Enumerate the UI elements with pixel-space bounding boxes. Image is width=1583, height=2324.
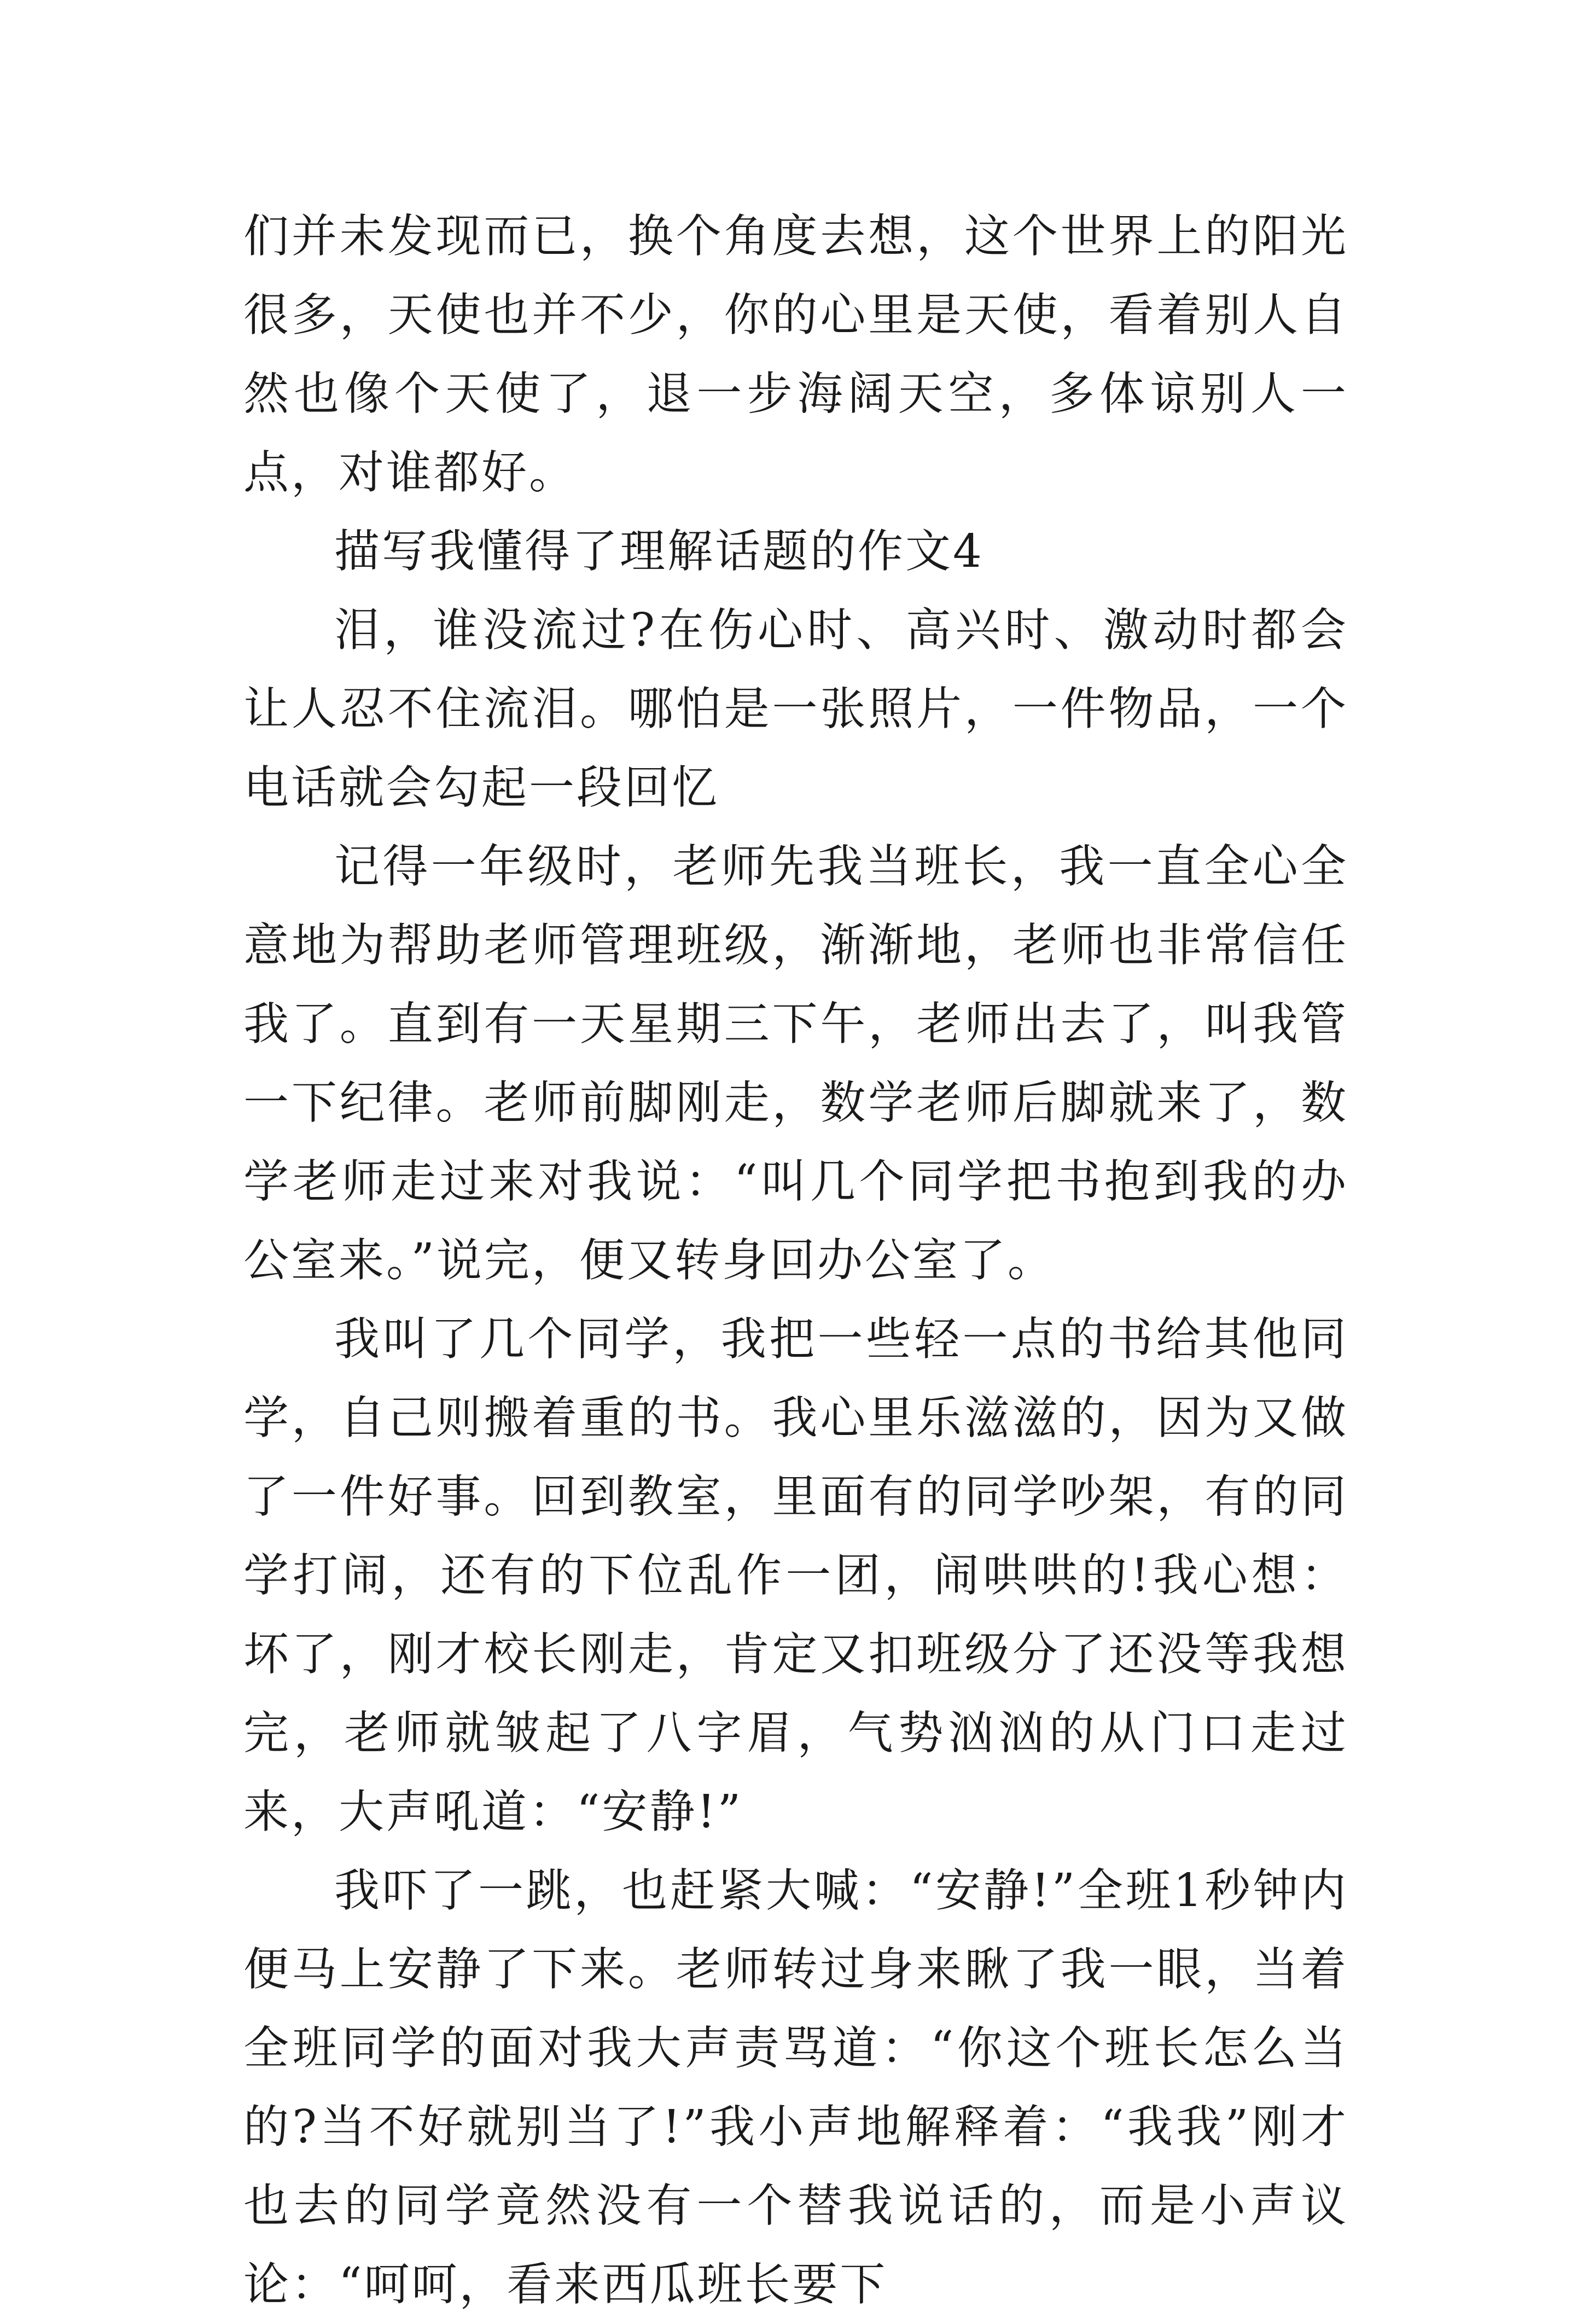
paragraph: 记得一年级时，老师先我当班长，我一直全心全意地为帮助老师管理班级，渐渐地，老师也非常信任我了。直到有一天星期三下午，老师出去了，叫我管一下纪律。老师前脚刚走，数学老师后脚就来了，数学老师走过来对我说：“叫几个同学把书抱到我的办公室来。”说完，便又转身回办公室了。 bbox=[243, 840, 1348, 1287]
paragraph: 我叫了几个同学，我把一些轻一点的书给其他同学，自己则搬着重的书。我心里乐滋滋的，因为又做了一件好事。回到教室，里面有的同学吵架，有的同学打闹，还有的下位乱作一团，闹哄哄的!我心想：坏了，刚才校长刚走，肯定又扣班级分了还没等我想完，老师就皱起了八字眉，气势汹汹的从门口走过来，大声吼道：“安静!” bbox=[243, 1312, 1348, 1838]
paragraph: 我吓了一跳，也赶紧大喊：“安静!”全班1秒钟内便马上安静了下来。老师转过身来瞅了我一眼，当着全班同学的面对我大声责骂道：“你这个班长怎么当的?当不好就别当了!”我小声地解释着：“我我”刚才也去的同学竟然没有一个替我说话的，而是小声议论：“呵呵，看来西瓜班长要下 bbox=[243, 1864, 1348, 2311]
section-heading: 描写我懂得了理解话题的作文4 bbox=[334, 525, 984, 578]
paragraph-continued: 们并未发现而已，换个角度去想，这个世界上的阳光很多，天使也并不少，你的心里是天使，看着别人自然也像个天使了，退一步海阔天空，多体谅别人一点，对谁都好。 bbox=[243, 210, 1348, 499]
paragraph: 泪，谁没流过?在伤心时、高兴时、激动时都会让人忍不住流泪。哪怕是一张照片，一件物品，一个电话就会勾起一段回忆 bbox=[243, 603, 1348, 814]
document-body bbox=[243, 197, 1348, 2324]
